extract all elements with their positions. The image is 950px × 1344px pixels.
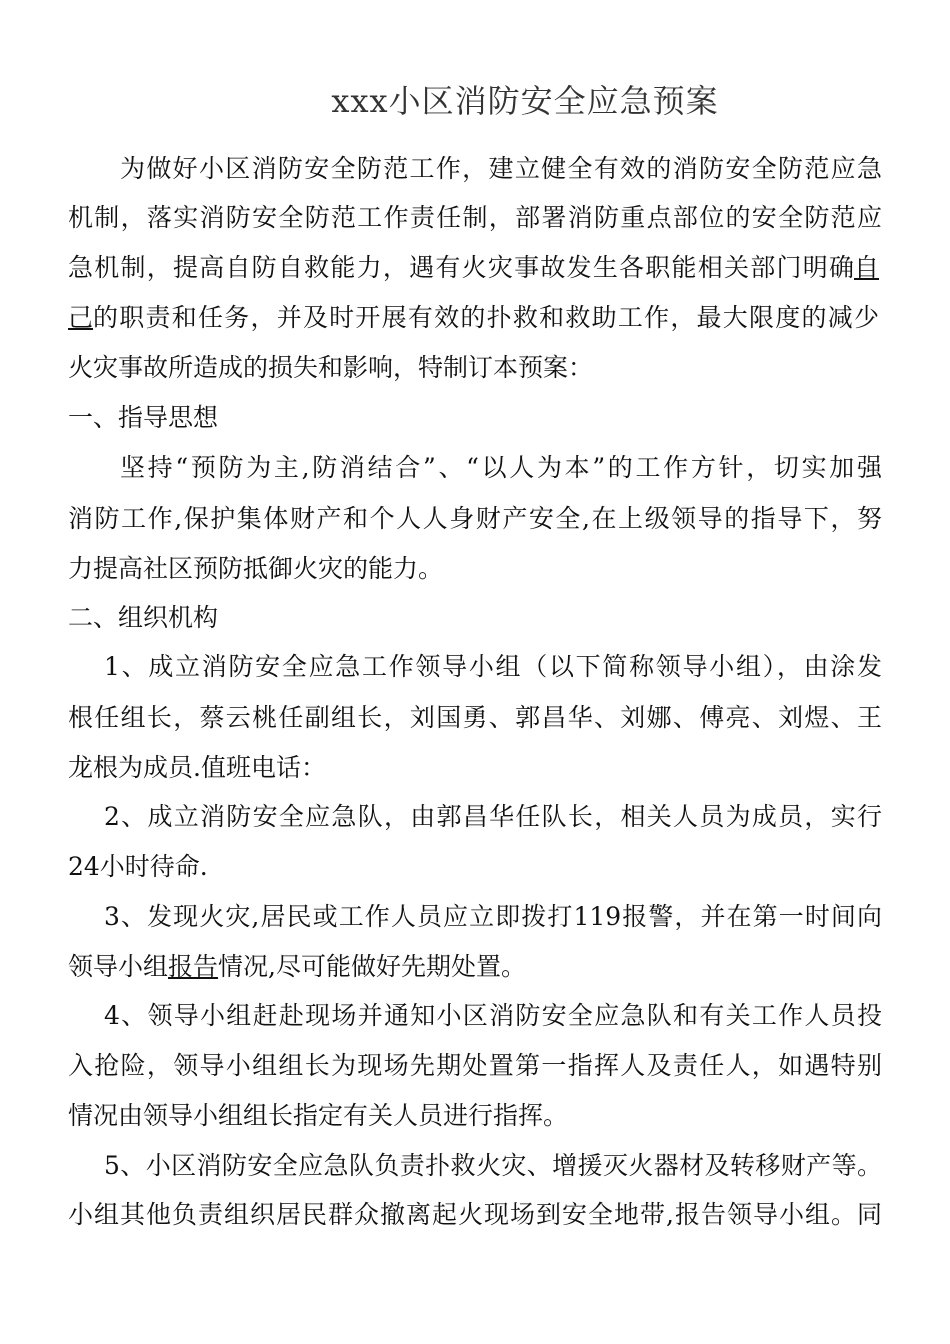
intro-line-3 (68, 253, 882, 283)
item3-line-2-start: 领导小组 (68, 952, 169, 981)
intro-line-4 (68, 303, 882, 333)
intro-line-5: 火灾事故所造成的损失和影响，特制订本预案： (68, 353, 594, 382)
intro-underlined-zi: 自 (854, 253, 880, 282)
item4-line-1: 4、领导小组赶赴现场并通知小区消防安全应急队和有关工作人员投 (104, 1001, 882, 1030)
item3-line-1: 3、发现火灾,居民或工作人员应立即拨打119报警，并在第一时间向 (104, 902, 882, 931)
item1-line-1: 1、成立消防安全应急工作领导小组（以下简称领导小组），由涂发 (104, 652, 882, 681)
item2-line-1: 2、成立消防安全应急队，由郭昌华任队长，相关人员为成员，实行 (104, 802, 882, 831)
intro-line-4-text: 的职责和任务，并及时开展有效的扑救和救助工作，最大限度的减少 (93, 303, 880, 332)
item1-line-2: 根任组长，蔡云桃任副组长，刘国勇、郭昌华、刘娜、傅亮、刘煜、王 (68, 703, 882, 732)
item1-line-3: 龙根为成员.值班电话： (68, 753, 326, 782)
section1-line-2: 消防工作,保护集体财产和个人人身财产安全,在上级领导的指导下，努 (68, 504, 882, 533)
item3-line-2 (68, 952, 526, 982)
item3-line-2-end: 情况,尽可能做好先期处置。 (218, 952, 526, 981)
section1-line-3: 力提高社区预防抵御火灾的能力。 (68, 554, 444, 583)
item4-line-2: 入抢险，领导小组组长为现场先期处置第一指挥人及责任人，如遇特别 (68, 1051, 882, 1080)
item5-line-2: 小组其他负责组织居民群众撤离起火现场到安全地带,报告领导小组。同 (68, 1200, 882, 1229)
intro-line-3-text: 急机制，提高自防自救能力，遇有火灾事故发生各职能相关部门明确 (68, 253, 854, 282)
section2-heading: 二、组织机构 (68, 603, 219, 632)
item5-line-1: 5、小区消防安全应急队负责扑救火灾、增援灭火器材及转移财产等。 (104, 1151, 882, 1180)
intro-underlined-ji: 己 (68, 303, 94, 332)
item3-underlined-report: 报告 (168, 952, 219, 981)
document-title: xxx小区消防安全应急预案 (331, 82, 719, 120)
intro-line-1: 为做好小区消防安全防范工作，建立健全有效的消防安全防范应急 (120, 154, 882, 183)
item4-line-3: 情况由领导小组组长指定有关人员进行指挥。 (68, 1101, 569, 1130)
item2-line-2: 24小时待命. (68, 852, 208, 881)
section1-heading: 一、指导思想 (68, 403, 219, 432)
section1-line-1: 坚持“预防为主,防消结合”、“以人为本”的工作方针，切实加强 (120, 453, 882, 482)
intro-line-2: 机制，落实消防安全防范工作责任制，部署消防重点部位的安全防范应 (68, 203, 882, 232)
